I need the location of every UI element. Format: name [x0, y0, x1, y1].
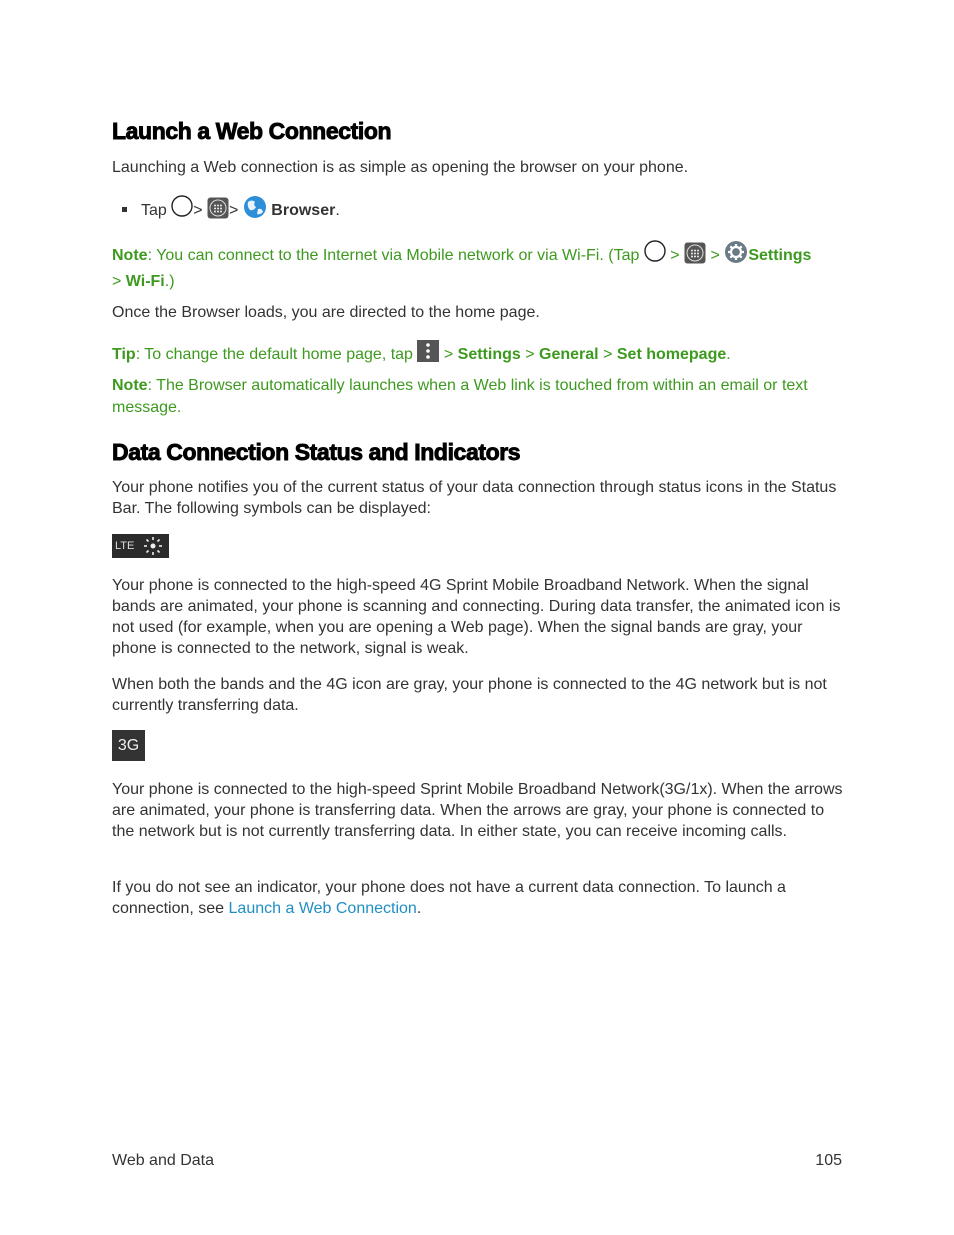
apps-icon — [207, 197, 229, 225]
launch-web-connection-link[interactable]: Launch a Web Connection — [228, 900, 417, 917]
note-auto-launch: Note: The Browser automatically launches when a Web link is touched from within an email or text message. — [112, 377, 808, 416]
no-indicator-text: If you do not see an indicator, your phone does not have a current data connection. To launch a connection, see Launch a Web Connection. — [112, 879, 786, 917]
footer-chapter: Web and Data — [112, 1152, 214, 1169]
bullet-marker — [122, 207, 127, 212]
note-wifi: Note: You can connect to the Internet via Mobile network or via Wi-Fi. (Tap > > Settings > Wi-Fi.) — [112, 240, 844, 293]
bullet-tap-browser: Tap > > Browser. — [112, 195, 340, 225]
browser-globe-icon — [243, 195, 267, 225]
tip-homepage: Tip: To change the default home page, tap > Settings > General > Set homepage. — [112, 340, 844, 368]
settings-gear-icon — [724, 240, 748, 271]
lte-signal-icon: LTE — [112, 534, 169, 558]
footer-page-number: 105 — [815, 1152, 842, 1169]
data-status-intro: Your phone notifies you of the current status of your data connection through status icons in the Status Bar. The following symbols can be displayed: — [112, 479, 837, 517]
lte-gray-description: When both the bands and the 4G icon are gray, your phone is connected to the 4G network but is not currently transferring data. — [112, 676, 827, 714]
home-icon — [171, 195, 193, 223]
3g-description: Your phone is connected to the high-speed Sprint Mobile Broadband Network(3G/1x). When the arrows are animated, your phone is transferring data. When the arrows are gray, your phone is connected to the network but is not currently transferring data. In either state, you can receive incoming calls. — [112, 781, 843, 840]
section-title-data-status: Data Connection Status and Indicators — [112, 439, 521, 465]
signal-burst-icon — [142, 535, 164, 557]
home-icon — [644, 240, 666, 269]
launch-intro: Launching a Web connection is as simple as opening the browser on your phone. — [112, 159, 689, 176]
browser-loads-text: Once the Browser loads, you are directed to the home page. — [112, 304, 540, 321]
section-title-launch: Launch a Web Connection — [112, 118, 392, 144]
apps-icon — [684, 242, 706, 271]
3g-icon: 3G — [112, 730, 145, 761]
menu-dots-icon — [417, 340, 439, 368]
lte-description: Your phone is connected to the high-speed 4G Sprint Mobile Broadband Network. When the signal bands are animated, your phone is scanning and connecting. During data transfer, the animated icon is not used (for example, when you are opening a Web page). When the signal bands are gray, your phone is connected to the network, signal is weak. — [112, 577, 841, 657]
